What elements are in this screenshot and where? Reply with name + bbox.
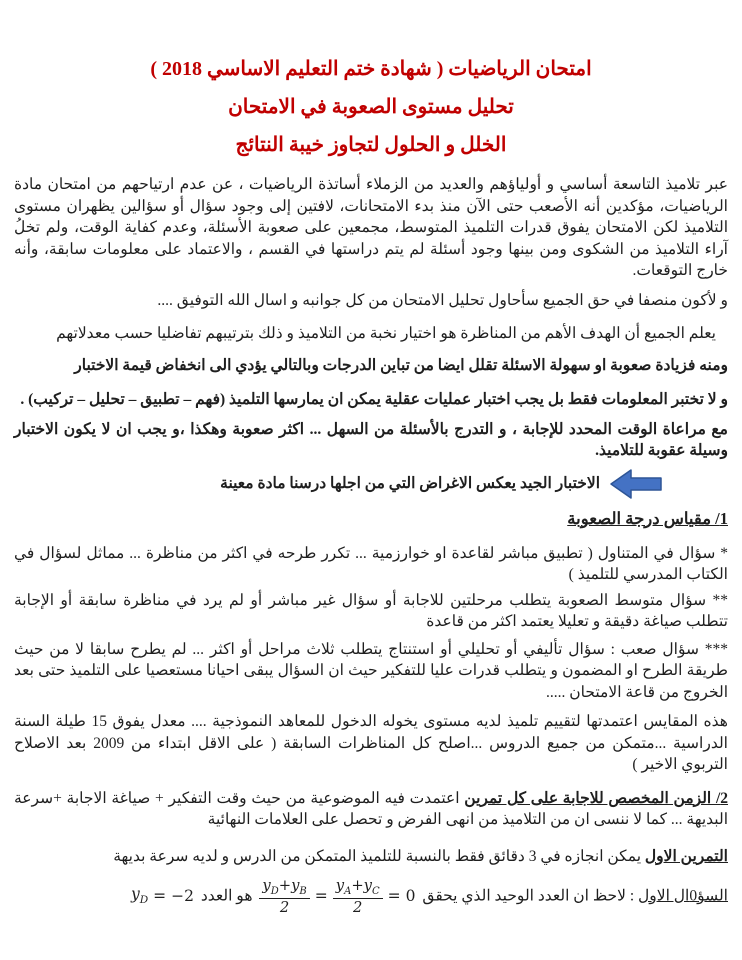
sub-C: C: [372, 885, 380, 897]
denominator-1: 2: [279, 898, 290, 916]
question-1-mid: هو العدد: [197, 887, 257, 905]
section-2-text: اعتمدت فيه الموضوعية من حيث وقت التفكير + صياغة الاجابة +سرعة البديهة ... كما لا ننسى ان من التلاميذ من انهى الفرض و تحصل على العلامات النهائية: [14, 789, 728, 828]
question-1-lead: : لاحظ ان العدد الوحيد الذي يحقق: [418, 887, 639, 905]
paragraph-skills: و لا تختبر المعلومات فقط بل يجب اختبار عمليات عقلية يمكن ان يمارسها التلميذ (فهم – تطبيق – تحليل – تركيب) .: [20, 391, 728, 408]
plus-op-2: +: [351, 876, 364, 894]
equals-2: =: [387, 886, 401, 905]
exercise-1-text: يمكن انجازه في 3 دقائق فقط بالنسبة للتلميذ المتمكن من الدرس و لديه سرعة بديهة: [113, 848, 645, 865]
title-line-2: تحليل مستوى الصعوبة في الامتحان: [228, 96, 514, 118]
paragraph-criteria: هذه المقايس اعتمدتها لتقييم تلميذ لديه مستوى يخوله الدخول للمعاهد النموذجية .... معدل يفوق 15 طيلة السنة الدراسية ...متمكن من جميع الدروس ...اصلح كل المناظرات السابقة ( على الاقل ابتداء من 2009 بعد الاصلاح التربوي الاخير ): [14, 713, 728, 773]
zero-value: 0: [405, 886, 416, 905]
result-var: $y_D$: [130, 885, 149, 907]
denominator-2: 2: [353, 898, 363, 916]
equals-1: =: [314, 886, 328, 905]
var-yA: y: [335, 876, 345, 894]
left-arrow-icon: [610, 469, 662, 499]
var-yD: y: [262, 876, 271, 894]
document-title: [14, 50, 728, 164]
equation-main: [259, 878, 415, 916]
title-line-3: الخلل و الحلول لتجاوز خيبة النتائج: [235, 134, 507, 156]
question-1-label: السؤ0ال الاول: [638, 887, 728, 905]
var-yC: y: [363, 876, 372, 894]
equals-3: =: [153, 886, 167, 905]
var-yB: y: [291, 876, 300, 894]
result-value: −2: [171, 886, 195, 905]
note-text: الاختبار الجيد يعكس الاغراض التي من اجلها درسنا مادة معينة: [220, 475, 600, 492]
paragraph-easy-question: * سؤال في المتناول ( تطبيق مباشر لقاعدة او خوارزمية ... تكرر طرحه في اكثر من مناظرة ... مماثل لسؤال في الكتاب المدرسي للتلميذ ): [14, 544, 728, 583]
paragraph-goal: يعلم الجميع أن الهدف الأهم من المناظرة هو اختيار نخبة من التلاميذ و ذلك بترتيبهم تفاضليا حسب معدلاتهم: [56, 325, 716, 342]
fraction-1: [259, 878, 309, 916]
exercise-1-heading: التمرين الاول: [644, 848, 728, 865]
section-2-paragraph: [14, 788, 728, 831]
paragraph-hard-question: *** سؤال صعب : سؤال تأليفي أو تحليلي أو استنتاج يتطلب ثلاث مراحل أو اكثر ... لم يطرح سابقا لا من حيث طريقة الطرح او المضمون و يتطلب قدرات عليا للتفكير حيث ان السؤال يبقى احيانا مستعصيا على التلميذ حتى بعد الخروج من قاعة الامتحان .....: [14, 640, 728, 701]
equation-result: [131, 885, 194, 907]
sub-A: A: [344, 885, 352, 897]
sub-B: B: [299, 885, 307, 897]
paragraph-time: مع مراعاة الوقت المحدد للإجابة ، و التدرج بالأسئلة من السهل ... اكثر صعوبة وهكذا ،و يجب ان لا يكون الاختبار وسيلة عقوبة للتلاميذ.: [14, 420, 728, 459]
highlight-note: [14, 469, 662, 499]
title-line-1: امتحان الرياضيات ( شهادة ختم التعليم الاساسي 2018 ): [150, 58, 592, 80]
section-2-heading: 2/ الزمن المخصص للاجابة على كل تمرين: [464, 789, 729, 807]
section-1-heading-text: 1/ مقياس درجة الصعوبة: [567, 508, 728, 528]
plus-op: +: [278, 876, 292, 894]
paragraph-intro: عبر تلاميذ التاسعة أساسي و أولياؤهم والعديد من الزملاء أساتذة الرياضيات ، عن عدم ارتياحهم من امتحان مادة الرياضيات، مؤكدين أنه الأصعب حتى الآن منذ بدء الامتحانات، لافتين إلى وجود سؤال أو سؤالين يظهران مستوى التلاميذ لكن الامتحان يفوق قدرات التلميذ المتوسط، مجمعين على صعوبة الأسئلة، وعدم كفاية الوقت، ولم تخلُ آراء التلاميذ من الشكوى ومن بينها وجود أسئلة لم يتم دراستها في القسم ، والاعتماد على معلومات سابقة، وأنه خارج التوقعات.: [14, 176, 728, 279]
paragraph-variance: ومنه فزيادة صعوبة او سهولة الاسئلة تقلل ايضا من تباين الدرجات وبالتالي يؤدي الى انخفاض قيمة الاختبار: [74, 356, 728, 374]
section-1-heading: [14, 507, 728, 531]
question-1-line: [14, 878, 728, 916]
fraction-2: [333, 878, 383, 916]
exercise-1-paragraph: [14, 846, 728, 868]
sub-D: D: [270, 885, 279, 897]
paragraph-fairness: و لأكون منصفا في حق الجميع سأحاول تحليل الامتحان من كل جوانبه و اسال الله التوفيق ....: [157, 291, 728, 309]
paragraph-medium-question: ** سؤال متوسط الصعوبة يتطلب مرحلتين للاجابة أو سؤال غير مباشر أو لم يرد في مناظرة سابقة أو الإجابة تتطلب صياغة دقيقة و تعليلا يعتمد اكثر من قاعدة: [14, 591, 728, 630]
